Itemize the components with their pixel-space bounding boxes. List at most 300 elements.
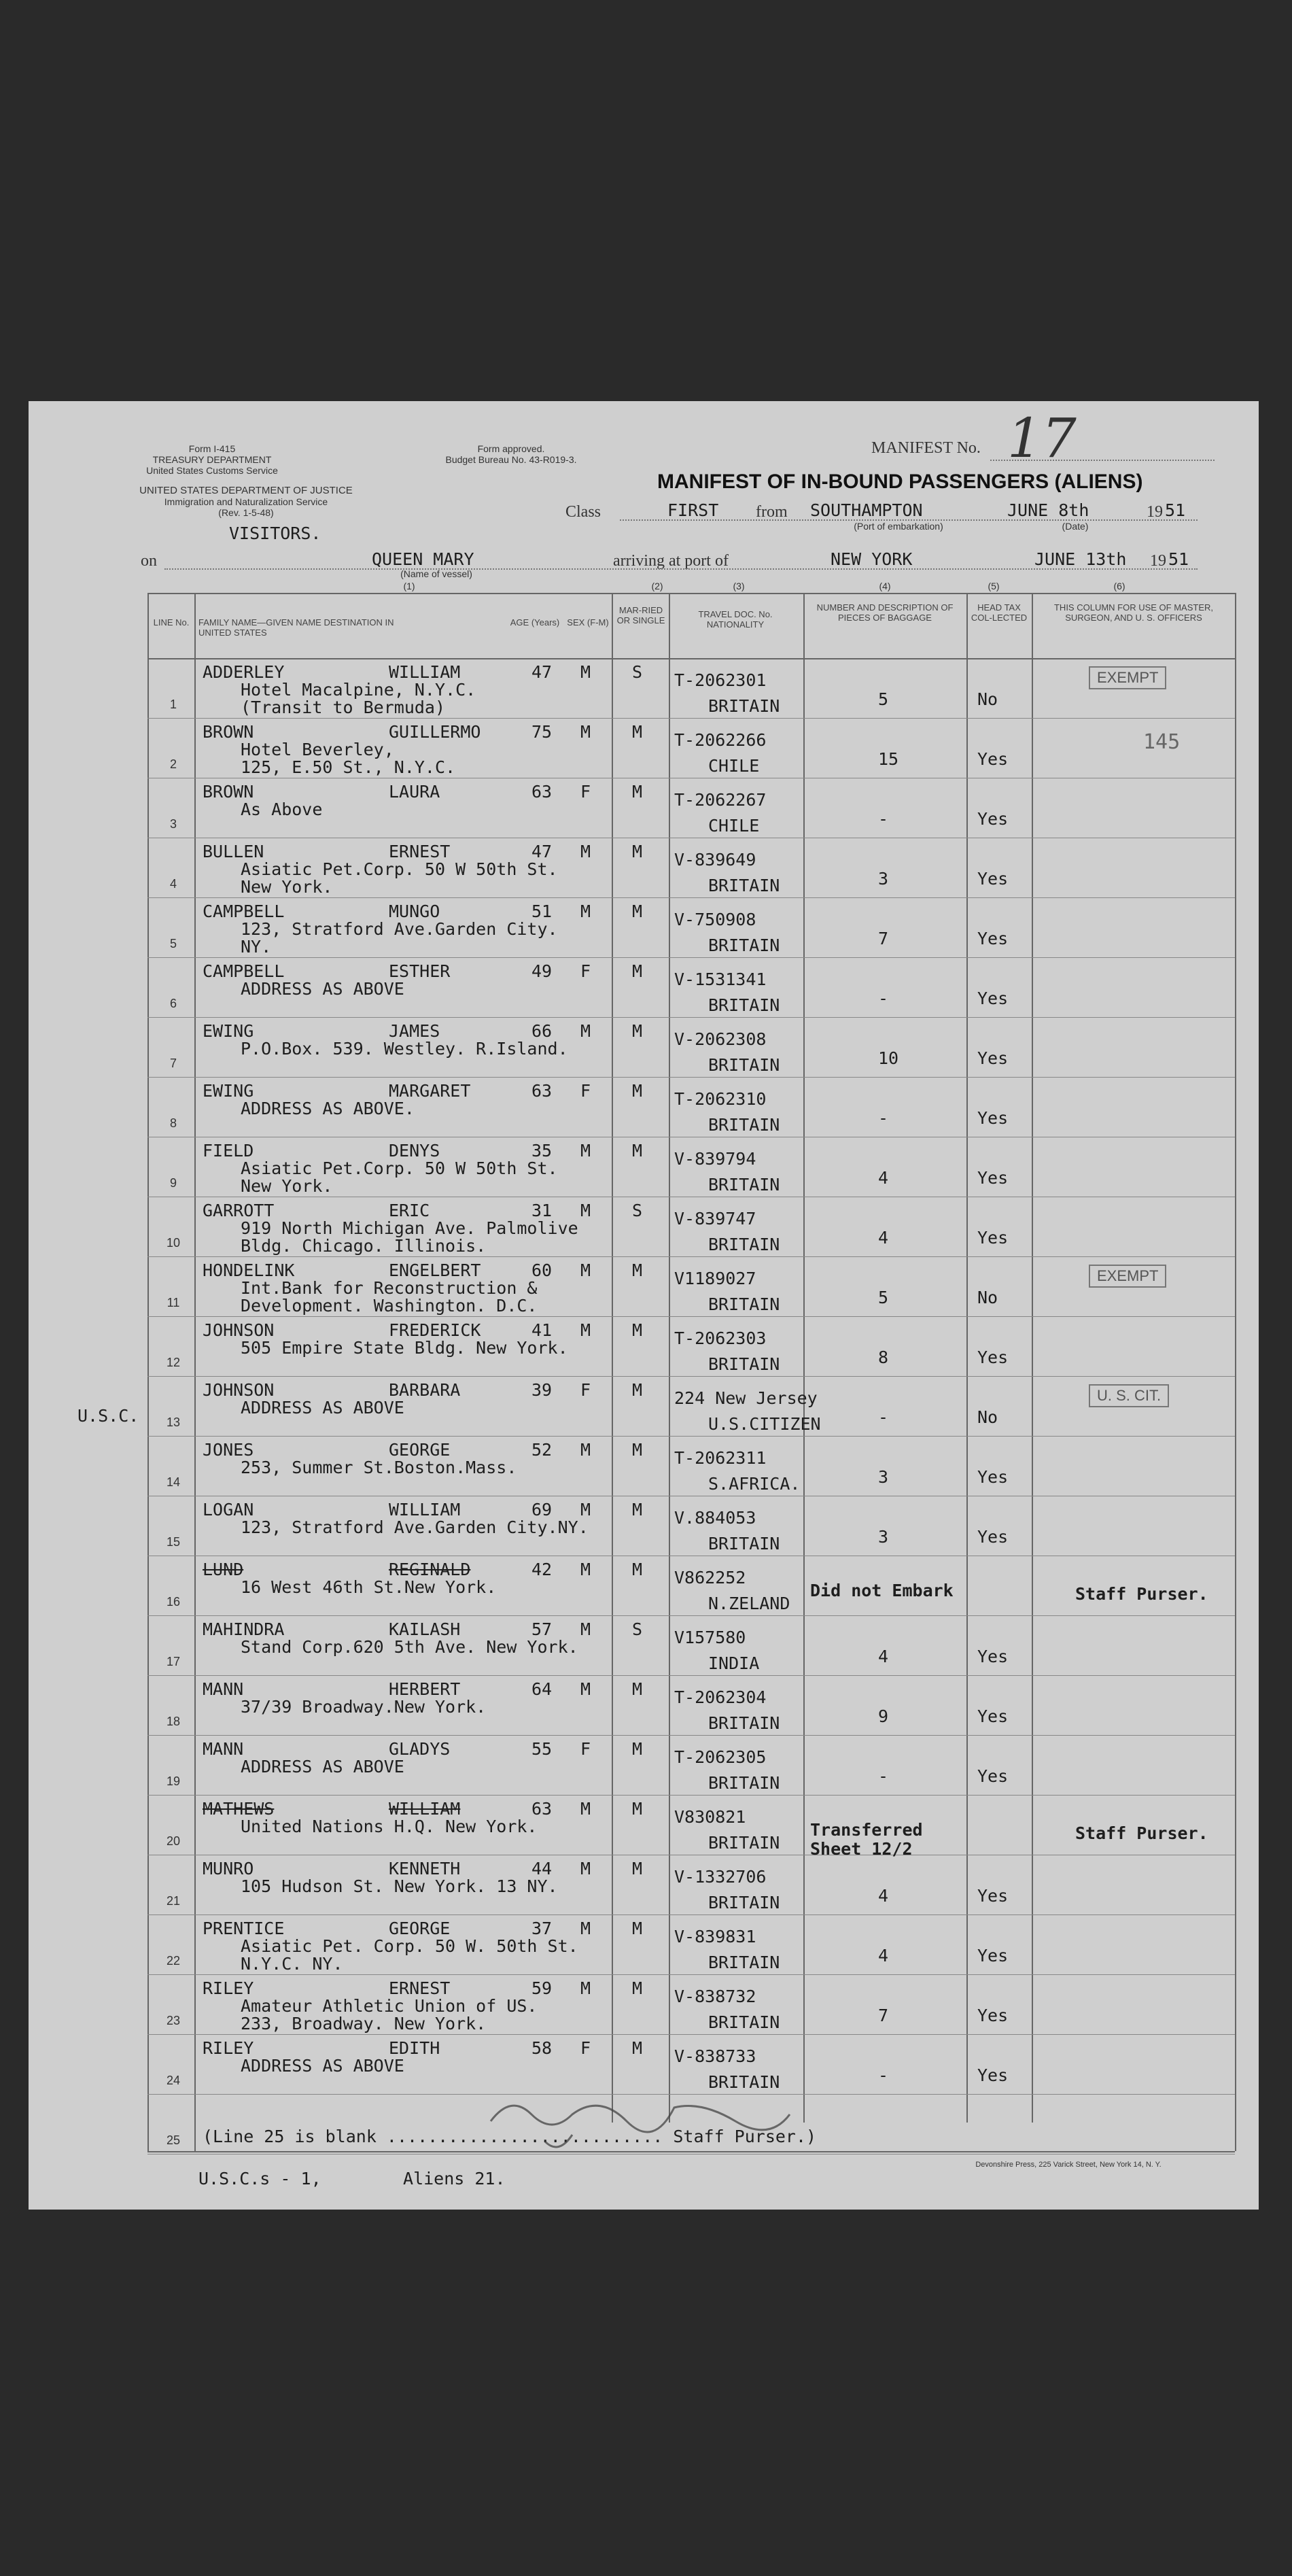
sex: M — [580, 1260, 591, 1280]
family-name: HONDELINK — [203, 1260, 295, 1280]
head-tax: Yes — [977, 2065, 1009, 2085]
given-name: WILLIAM — [389, 662, 461, 682]
marital-status: M — [632, 1859, 643, 1878]
age: 69 — [531, 1500, 553, 1519]
given-name: BARBARA — [389, 1380, 461, 1400]
col-number-5: (5) — [988, 581, 1000, 591]
destination-address: Asiatic Pet.Corp. 50 W 50th St. — [241, 859, 558, 879]
sex: M — [580, 722, 591, 742]
travel-doc-number: T-2062311 — [674, 1448, 767, 1468]
head-tax: Yes — [977, 1347, 1009, 1367]
nationality: BRITAIN — [708, 1115, 780, 1135]
nationality: S.AFRICA. — [708, 1474, 801, 1494]
baggage-count: - — [878, 989, 889, 1008]
col-married: MAR-RIED OR SINGLE — [616, 605, 665, 625]
nationality: BRITAIN — [708, 1175, 780, 1195]
family-name: BULLEN — [203, 842, 264, 861]
nationality: BRITAIN — [708, 1953, 780, 1972]
line-number: 7 — [169, 1057, 177, 1070]
destination-address: New York. — [241, 877, 333, 897]
destination-address: 123, Stratford Ave.Garden City.NY. — [241, 1517, 589, 1537]
destination-address: ADDRESS AS ABOVE — [241, 2056, 404, 2076]
col-age: AGE (Years) — [510, 617, 560, 628]
usc-mark: U.S.C. — [77, 1406, 139, 1426]
marital-status: M — [632, 1799, 643, 1819]
given-name: GLADYS — [389, 1739, 451, 1759]
marital-status: M — [632, 1739, 643, 1759]
baggage-count: 4 — [878, 1946, 889, 1965]
age: 63 — [531, 1799, 553, 1819]
sex: M — [580, 662, 591, 682]
sex: F — [580, 1081, 591, 1101]
travel-doc-number: V-2062308 — [674, 1029, 767, 1049]
baggage-count: 7 — [878, 2006, 889, 2025]
line-number: 8 — [169, 1116, 177, 1130]
sex: M — [580, 1141, 591, 1161]
col-number-6: (6) — [1113, 581, 1125, 591]
line-number: 13 — [166, 1415, 181, 1429]
baggage-count: 5 — [878, 689, 889, 709]
age: 49 — [531, 961, 553, 981]
marital-status: M — [632, 722, 643, 742]
destination-address: 16 West 46th St.New York. — [241, 1577, 497, 1597]
handwriting-marks — [29, 401, 1259, 2210]
given-name: GUILLERMO — [389, 722, 481, 742]
given-name: ENGELBERT — [389, 1260, 481, 1280]
line-number: 10 — [166, 1236, 181, 1250]
travel-doc-number: T-2062266 — [674, 730, 767, 750]
marital-status: M — [632, 1260, 643, 1280]
head-tax: Yes — [977, 1766, 1009, 1786]
marital-status: M — [632, 1440, 643, 1460]
line-number: 18 — [166, 1715, 181, 1728]
head-tax: Yes — [977, 1706, 1009, 1726]
col-baggage: NUMBER AND DESCRIPTION OF PIECES OF BAGGAGE — [816, 602, 954, 623]
family-name: JONES — [203, 1440, 254, 1460]
nationality: INDIA — [708, 1653, 760, 1673]
embark-date: JUNE 8th — [1007, 500, 1089, 520]
arrival-port: NEW YORK — [831, 549, 913, 569]
col-line-no: LINE No. — [153, 617, 190, 628]
family-name: PRENTICE — [203, 1919, 285, 1938]
travel-doc-number: V-839649 — [674, 850, 756, 870]
family-name: FIELD — [203, 1141, 254, 1161]
age: 41 — [531, 1320, 553, 1340]
baggage-count: Transferred Sheet 12/2 — [810, 1820, 923, 1859]
given-name: LAURA — [389, 782, 440, 802]
baggage-count: 9 — [878, 1706, 889, 1726]
sex: M — [580, 1799, 591, 1819]
travel-doc-number: V.884053 — [674, 1508, 756, 1528]
vessel-caption: (Name of vessel) — [400, 568, 472, 579]
line-number: 16 — [166, 1595, 181, 1609]
destination-address: Hotel Beverley, — [241, 740, 394, 759]
marital-status: M — [632, 1500, 643, 1519]
given-name: MARGARET — [389, 1081, 471, 1101]
nationality: CHILE — [708, 816, 760, 836]
family-name: ADDERLEY — [203, 662, 285, 682]
family-name: EWING — [203, 1081, 254, 1101]
family-name: MANN — [203, 1679, 244, 1699]
col-head-tax: HEAD TAX COL-LECTED — [971, 602, 1028, 623]
age: 37 — [531, 1919, 553, 1938]
baggage-count: - — [878, 1407, 889, 1427]
nationality: BRITAIN — [708, 1893, 780, 1912]
line-number: 15 — [166, 1535, 181, 1549]
travel-doc-number: V862252 — [674, 1568, 746, 1587]
col-travel-doc: TRAVEL DOC. No. NATIONALITY — [698, 609, 773, 630]
justice-dept: UNITED STATES DEPARTMENT OF JUSTICE — [139, 485, 353, 496]
port-of-embarkation: SOUTHAMPTON — [810, 500, 923, 520]
destination-address: N.Y.C. NY. — [241, 1954, 343, 1974]
destination-address: As Above — [241, 800, 323, 819]
marital-status: S — [632, 662, 643, 682]
nationality: BRITAIN — [708, 1354, 780, 1374]
family-name: BROWN — [203, 782, 254, 802]
age: 42 — [531, 1560, 553, 1579]
baggage-count: - — [878, 1766, 889, 1786]
sex: M — [580, 1919, 591, 1938]
sex: M — [580, 1859, 591, 1878]
nationality: BRITAIN — [708, 935, 780, 955]
form-number: Form I-415 — [188, 443, 236, 454]
baggage-count: - — [878, 809, 889, 829]
nationality: CHILE — [708, 756, 760, 776]
form-approved: Form approved. — [477, 443, 545, 454]
age: 57 — [531, 1619, 553, 1639]
travel-doc-number: V-750908 — [674, 910, 756, 929]
baggage-count: 8 — [878, 1347, 889, 1367]
given-name: GEORGE — [389, 1440, 451, 1460]
destination-address: P.O.Box. 539. Westley. R.Island. — [241, 1039, 568, 1059]
travel-doc-number: 224 New Jersey — [674, 1388, 818, 1408]
travel-doc-number: T-2062303 — [674, 1328, 767, 1348]
age: 47 — [531, 842, 553, 861]
travel-doc-number: T-2062267 — [674, 790, 767, 810]
head-tax: Yes — [977, 1886, 1009, 1906]
family-name: MATHEWS — [203, 1799, 275, 1819]
travel-doc-number: V-1531341 — [674, 969, 767, 989]
destination-address: 123, Stratford Ave.Garden City. — [241, 919, 558, 939]
destination-address: New York. — [241, 1176, 333, 1196]
head-tax: Yes — [977, 809, 1009, 829]
travel-doc-number: V1189027 — [674, 1269, 756, 1288]
embark-year: 51 — [1165, 500, 1186, 520]
marital-status: M — [632, 1919, 643, 1938]
destination-address: Amateur Athletic Union of US. — [241, 1996, 538, 2016]
line-number: 11 — [167, 1296, 180, 1309]
destination-address: ADDRESS AS ABOVE. — [241, 1099, 415, 1118]
given-name: FREDERICK — [389, 1320, 481, 1340]
col-family-name: FAMILY NAME—GIVEN NAME DESTINATION IN UNITED STATES — [198, 617, 394, 638]
line-number: 4 — [169, 877, 177, 891]
age: 63 — [531, 782, 553, 802]
destination-address: 37/39 Broadway.New York. — [241, 1697, 487, 1717]
destination-address: ADDRESS AS ABOVE — [241, 979, 404, 999]
travel-doc-number: T-2062304 — [674, 1687, 767, 1707]
destination-address: Asiatic Pet.Corp. 50 W 50th St. — [241, 1158, 558, 1178]
col-officers: THIS COLUMN FOR USE OF MASTER, SURGEON, AND U. S. OFFICERS — [1053, 602, 1213, 623]
given-name: DENYS — [389, 1141, 440, 1161]
marital-status: M — [632, 1141, 643, 1161]
marital-status: M — [632, 1978, 643, 1998]
destination-address: Hotel Macalpine, N.Y.C. — [241, 680, 476, 700]
travel-doc-number: V-839794 — [674, 1149, 756, 1169]
nationality: BRITAIN — [708, 1773, 780, 1793]
marital-status: M — [632, 842, 643, 861]
destination-address: ADDRESS AS ABOVE — [241, 1757, 404, 1776]
officer-remark: Staff Purser. — [1075, 1823, 1208, 1843]
line-number: 25 — [166, 2133, 181, 2147]
family-name: JOHNSON — [203, 1320, 275, 1340]
col-number-4: (4) — [879, 581, 891, 591]
officer-remark: 145 — [1143, 730, 1181, 754]
age: 64 — [531, 1679, 553, 1699]
nationality: BRITAIN — [708, 696, 780, 716]
family-name: LOGAN — [203, 1500, 254, 1519]
marital-status: M — [632, 1320, 643, 1340]
nationality: BRITAIN — [708, 1055, 780, 1075]
footer-counts: U.S.C.s - 1, Aliens 21. — [198, 2169, 506, 2188]
given-name: ERNEST — [389, 842, 451, 861]
class-label: Class — [565, 503, 601, 521]
nationality: BRITAIN — [708, 2012, 780, 2032]
head-tax: Yes — [977, 1467, 1009, 1487]
baggage-count: 4 — [878, 1647, 889, 1666]
sex: M — [580, 1679, 591, 1699]
destination-address: 505 Empire State Bldg. New York. — [241, 1338, 568, 1358]
line-number: 3 — [169, 817, 177, 831]
ins-name: Immigration and Naturalization Service — [164, 496, 328, 507]
officer-remark: Staff Purser. — [1075, 1584, 1208, 1604]
given-name: ERNEST — [389, 1978, 451, 1998]
marital-status: M — [632, 901, 643, 921]
embark-caption: (Port of embarkation) — [854, 521, 943, 532]
marital-status: S — [632, 1201, 643, 1220]
travel-doc-number: T-2062305 — [674, 1747, 767, 1767]
nationality: BRITAIN — [708, 1713, 780, 1733]
baggage-count: - — [878, 1108, 889, 1128]
age: 59 — [531, 1978, 553, 1998]
line25-note: (Line 25 is blank ........................... Staff Purser.) — [203, 2127, 817, 2146]
head-tax: Yes — [977, 1946, 1009, 1965]
col-number-2: (2) — [651, 581, 663, 591]
destination-address: United Nations H.Q. New York. — [241, 1817, 538, 1836]
nationality: BRITAIN — [708, 2072, 780, 2092]
sex: M — [580, 1500, 591, 1519]
head-tax: No — [977, 1407, 998, 1427]
sex: F — [580, 2038, 591, 2058]
marital-status: M — [632, 1560, 643, 1579]
line-number: 20 — [166, 1834, 181, 1848]
manifest-number: 17 — [1007, 407, 1077, 470]
given-name: JAMES — [389, 1021, 440, 1041]
baggage-count: 4 — [878, 1228, 889, 1248]
nationality: U.S.CITIZEN — [708, 1414, 821, 1434]
nationality: BRITAIN — [708, 1294, 780, 1314]
age: 75 — [531, 722, 553, 742]
given-name: ERIC — [389, 1201, 430, 1220]
marital-status: M — [632, 1081, 643, 1101]
baggage-count: 5 — [878, 1288, 889, 1307]
col-number-1: (1) — [403, 581, 415, 591]
from-label: from — [756, 503, 788, 521]
sex: M — [580, 1619, 591, 1639]
nationality: BRITAIN — [708, 995, 780, 1015]
sex: F — [580, 782, 591, 802]
manifest-title: MANIFEST OF IN-BOUND PASSENGERS (ALIENS) — [657, 470, 1143, 493]
manifest-sheet — [29, 401, 1259, 2210]
family-name: MANN — [203, 1739, 244, 1759]
travel-doc-number: V-839831 — [674, 1927, 756, 1946]
sex: F — [580, 1739, 591, 1759]
baggage-count: 3 — [878, 1467, 889, 1487]
exempt-stamp: EXEMPT — [1089, 1265, 1166, 1288]
baggage-count: 4 — [878, 1886, 889, 1906]
baggage-count: 3 — [878, 1527, 889, 1547]
marital-status: M — [632, 2038, 643, 2058]
sex: M — [580, 1021, 591, 1041]
head-tax: Yes — [977, 929, 1009, 948]
line-number: 9 — [169, 1176, 177, 1190]
travel-doc-number: T-2062301 — [674, 670, 767, 690]
age: 66 — [531, 1021, 553, 1041]
sex: M — [580, 842, 591, 861]
family-name: LUND — [203, 1560, 244, 1579]
destination-address: Development. Washington. D.C. — [241, 1296, 538, 1316]
head-tax: Yes — [977, 869, 1009, 889]
given-name: KENNETH — [389, 1859, 461, 1878]
marital-status: M — [632, 1021, 643, 1041]
revision: (Rev. 1-5-48) — [218, 507, 274, 518]
on-label: on — [141, 552, 157, 570]
baggage-count: 7 — [878, 929, 889, 948]
sex: F — [580, 961, 591, 981]
printer-imprint: Devonshire Press, 225 Varick Street, New York 14, N. Y. — [975, 2161, 1162, 2169]
baggage-count: - — [878, 2065, 889, 2085]
head-tax: Yes — [977, 1228, 1009, 1248]
baggage-count: 4 — [878, 1168, 889, 1188]
travel-doc-number: V-839747 — [674, 1209, 756, 1229]
sex: M — [580, 1440, 591, 1460]
given-name: EDITH — [389, 2038, 440, 2058]
nationality: BRITAIN — [708, 1833, 780, 1853]
nationality: N.ZELAND — [708, 1594, 790, 1613]
family-name: RILEY — [203, 1978, 254, 1998]
family-name: GARROTT — [203, 1201, 275, 1220]
class-value: FIRST — [667, 500, 719, 520]
given-name: MUNGO — [389, 901, 440, 921]
given-name: ESTHER — [389, 961, 451, 981]
marital-status: M — [632, 1679, 643, 1699]
destination-address: 919 North Michigan Ave. Palmolive — [241, 1218, 578, 1238]
arrival-date: JUNE 13th — [1034, 549, 1127, 569]
age: 51 — [531, 901, 553, 921]
line-number: 19 — [166, 1774, 181, 1788]
manifest-no-label: MANIFEST No. — [871, 439, 981, 457]
destination-address: NY. — [241, 937, 272, 957]
destination-address: Asiatic Pet. Corp. 50 W. 50th St. — [241, 1936, 578, 1956]
line-number: 5 — [169, 937, 177, 950]
head-tax: Yes — [977, 749, 1009, 769]
age: 35 — [531, 1141, 553, 1161]
visitors-label: VISITORS. — [229, 523, 321, 543]
line-number: 23 — [166, 2014, 181, 2027]
baggage-count: 15 — [878, 749, 899, 769]
customs-service: United States Customs Service — [146, 465, 278, 476]
col-sex: SEX (F-M) — [567, 617, 609, 628]
head-tax: Yes — [977, 2006, 1009, 2025]
destination-address: 233, Broadway. New York. — [241, 2014, 487, 2033]
baggage-count: 10 — [878, 1048, 899, 1068]
age: 39 — [531, 1380, 553, 1400]
budget-bureau: Budget Bureau No. 43-R019-3. — [445, 454, 577, 465]
line-number: 6 — [169, 997, 177, 1010]
travel-doc-number: V157580 — [674, 1628, 746, 1647]
age: 58 — [531, 2038, 553, 2058]
exempt-stamp: EXEMPT — [1089, 666, 1166, 689]
age: 44 — [531, 1859, 553, 1878]
family-name: JOHNSON — [203, 1380, 275, 1400]
line-number: 24 — [166, 2074, 181, 2087]
year-prefix: 19 — [1147, 503, 1163, 521]
col-number-3: (3) — [733, 581, 745, 591]
family-name: CAMPBELL — [203, 901, 285, 921]
sex: M — [580, 901, 591, 921]
line-number: 2 — [169, 757, 177, 771]
family-name: MUNRO — [203, 1859, 254, 1878]
marital-status: M — [632, 782, 643, 802]
destination-address: Int.Bank for Reconstruction & — [241, 1278, 538, 1298]
baggage-count: 3 — [878, 869, 889, 889]
exempt-stamp: U. S. CIT. — [1089, 1384, 1169, 1407]
destination-address: 105 Hudson St. New York. 13 NY. — [241, 1876, 558, 1896]
destination-address: ADDRESS AS ABOVE — [241, 1398, 404, 1418]
given-name: GEORGE — [389, 1919, 451, 1938]
given-name: WILLIAM — [389, 1500, 461, 1519]
destination-address: (Transit to Bermuda) — [241, 698, 446, 717]
travel-doc-number: V-838732 — [674, 1987, 756, 2006]
head-tax: Yes — [977, 1048, 1009, 1068]
sex: M — [580, 1560, 591, 1579]
line-number: 12 — [166, 1356, 181, 1369]
sex: M — [580, 1320, 591, 1340]
age: 55 — [531, 1739, 553, 1759]
date-caption: (Date) — [1062, 521, 1089, 532]
given-name: HERBERT — [389, 1679, 461, 1699]
family-name: MAHINDRA — [203, 1619, 285, 1639]
line-number: 1 — [169, 698, 177, 711]
age: 63 — [531, 1081, 553, 1101]
line-number: 21 — [166, 1894, 181, 1908]
nationality: BRITAIN — [708, 876, 780, 895]
vessel-name: QUEEN MARY — [372, 549, 474, 569]
head-tax: Yes — [977, 1527, 1009, 1547]
marital-status: S — [632, 1619, 643, 1639]
travel-doc-number: V-1332706 — [674, 1867, 767, 1887]
head-tax: No — [977, 689, 998, 709]
head-tax: Yes — [977, 989, 1009, 1008]
age: 31 — [531, 1201, 553, 1220]
arrival-year: 51 — [1168, 549, 1189, 569]
travel-doc-number: T-2062310 — [674, 1089, 767, 1109]
age: 52 — [531, 1440, 553, 1460]
travel-doc-number: V830821 — [674, 1807, 746, 1827]
nationality: BRITAIN — [708, 1235, 780, 1254]
family-name: RILEY — [203, 2038, 254, 2058]
line-number: 22 — [166, 1954, 181, 1968]
head-tax: Yes — [977, 1647, 1009, 1666]
